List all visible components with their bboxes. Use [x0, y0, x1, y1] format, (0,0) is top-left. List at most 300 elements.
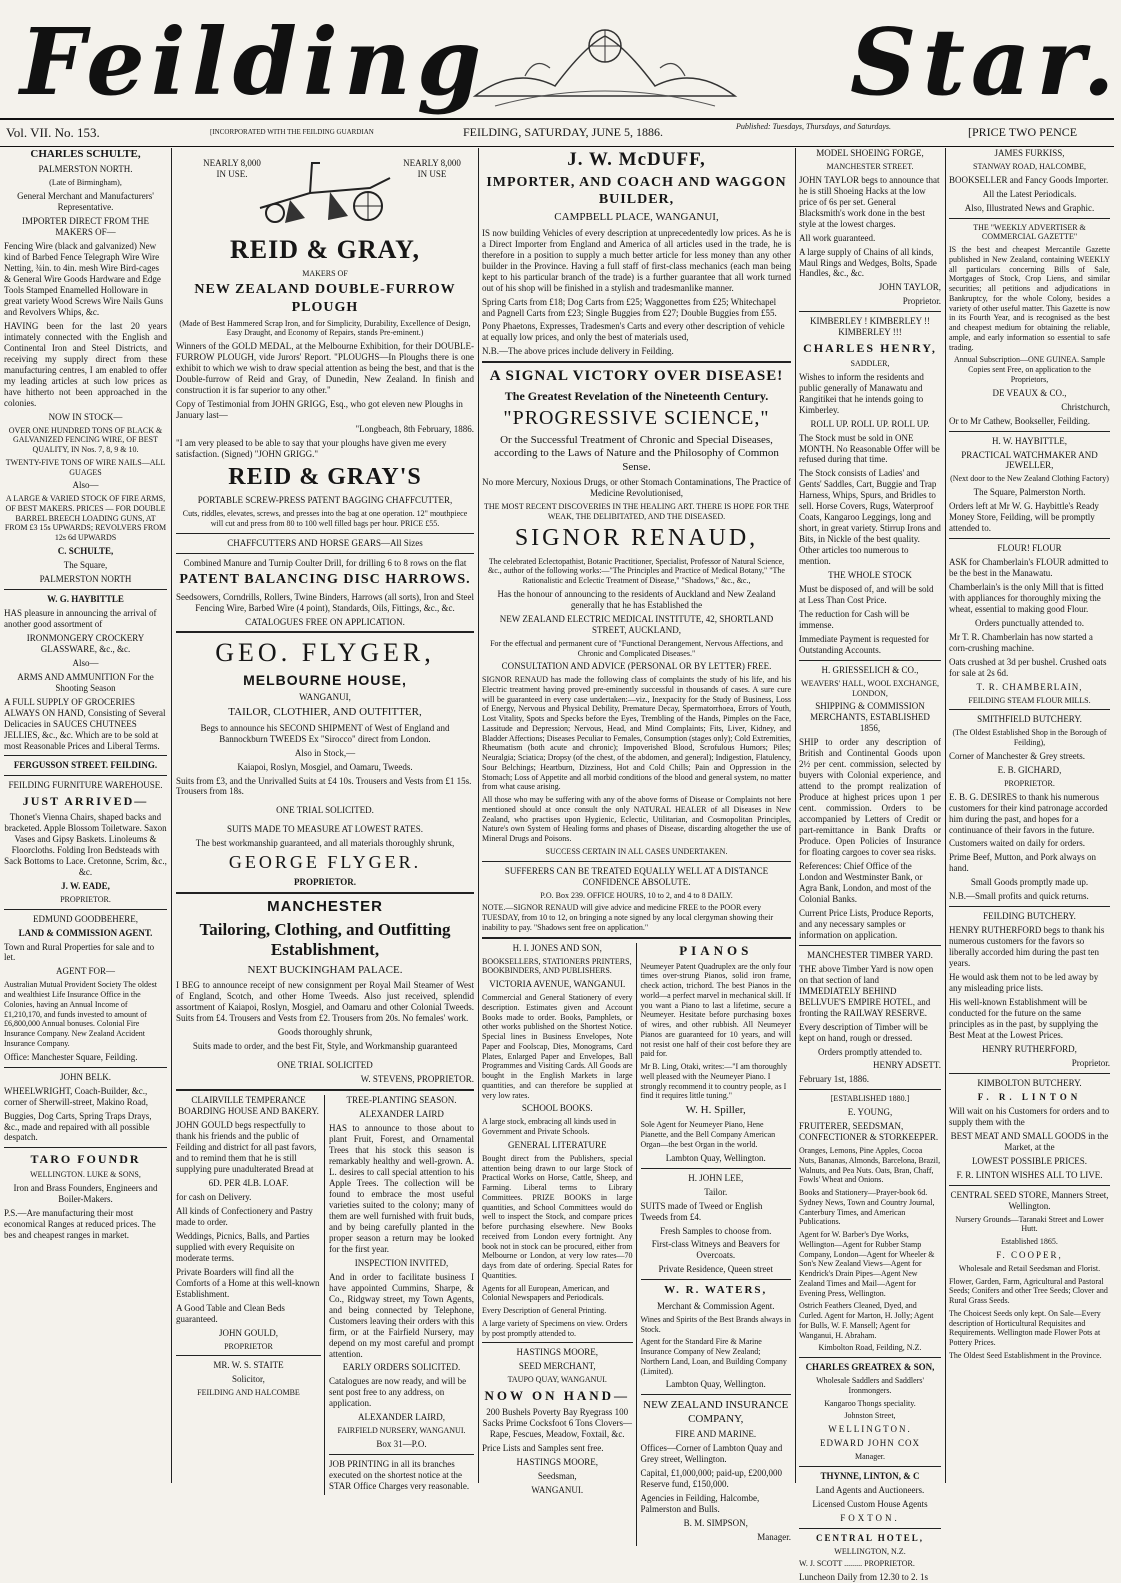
plough-illustration — [250, 148, 400, 234]
advert-text: Iron and Brass Founders, Engineers and Boiler-Makers. — [13, 1182, 158, 1204]
advert-text: Price Lists and Samples sent free. — [482, 1442, 604, 1453]
advert-text: Flower, Garden, Farm, Agricultural and Pastoral Seeds; Conifers and other Tree Seeds; Clover and Rural Grass Seeds. — [949, 1276, 1108, 1306]
advert-text: E. B. G. DESIRES to thank his numerous customers for their kind patronage accorded him during the past, and hopes for a continuance of their favors in the future. — [949, 791, 1108, 835]
advert-text: FEILDING AND HALCOMBE — [197, 1388, 300, 1398]
advert-text: HAS pleasure in announcing the arrival of another good assortment of — [4, 607, 157, 629]
advert-text: All the Latest Periodicals. — [982, 188, 1077, 199]
advert-text: Town and Rural Properties for sale and to let. — [4, 941, 155, 963]
advert-text: FRUITERER, SEEDSMAN, CONFECTIONER & STORKEEPER. — [799, 1121, 939, 1143]
advert-text: Neumeyer Patent Quadruplex are the only four times over-strung Pianos, solid iron frame, check action, trichord. The best Pianos in the world—a perfect marvel in mechanical skill. If you want a Piano to last a lifetime, secure a Neumeyer. Hesitate before purchasing boxes of wires, and other rubbish. All Neumeyer Pianos are guaranteed for 10 years, and will not resist one half of their cost before they are paid for. — [640, 961, 791, 1059]
advert-title: JOHN BELK. — [60, 1071, 111, 1082]
advert-text: All those who may be suffering with any of the above forms of Disease or Complaints not here mentioned should at once consult the only NATURAL HEALER of all Diseases in New Zealand, who practises upon Hygienic, Eclectic, Utilitarian, and Cosmopolitan Principles, Nature's own System of Healing forms and phases of Disease, discarding altogether the use of Mineral Drugs and Poisons. — [482, 795, 791, 844]
advert-title: F. R. LINTON — [977, 1091, 1082, 1102]
advert-text: Has the honour of announcing to the residents of Auckland and New Zealand generally that he has Established the — [497, 588, 776, 610]
advert-text: NEXT BUCKINGHAM PALACE. — [247, 964, 403, 977]
advert-text: Private Boarders will find all the Comforts of a Home at this well-known Establishment. — [176, 1266, 320, 1299]
advert-text: NEARLY 8,000 IN USE — [403, 158, 461, 179]
advert-signature: EDWARD JOHN COX — [820, 1438, 920, 1448]
advert-text: Manager. — [757, 1531, 791, 1542]
advert-signature: W. H. Spiller, — [685, 1104, 746, 1117]
advert-text: BOOKSELLERS, STATIONERS PRINTERS, BOOKBINDERS, AND PUBLISHERS. — [482, 956, 632, 976]
advert-text: Annual Subscription—ONE GUINEA. Sample Copies sent Free, on application to the Proprietors, — [953, 355, 1106, 384]
advert-text: Wines and Spirits of the Best Brands always in Stock. — [640, 1314, 791, 1334]
advert-title: H. I. JONES AND SON, — [512, 942, 602, 953]
advert-text: P.S.—Are manufacturing their most economical Ranges at reduced prices. The bes and cheapest ranges in market. — [4, 1207, 156, 1240]
advert-text: Commercial and General Stationery of every description. Estimates given and Account Books made to order. Books, Pamphlets, or other works published on the Shortest Notice. Special lines in Business Envelopes, Note Paper and Foolscap, Dies, Monograms, Card Plates, Enlarged Paper and Envelopes, Ball Programmes and Visiting Cards. All Goods are bought in the English Markets in large quantities, and can therefore be supplied at very low rates. — [482, 993, 633, 1100]
advert-text: [ESTABLISHED 1880.] — [830, 1094, 910, 1104]
advert-text: Christchurch, — [1061, 401, 1110, 412]
advert-signature: JOHN GOULD, — [219, 1327, 278, 1338]
advert-text: N.B.—The above prices include delivery in Feilding. — [482, 346, 674, 357]
advert-text: Sole Agent for Neumeyer Piano, Hene Pianette, and the Bell Company American Organ—the best Organ in the world. — [640, 1120, 776, 1149]
advert-text: Australian Mutual Provident Society The oldest and wealthiest Life Insurance Office in the Colonies, having an Annual Income of £1,210,170, and funds invested to amount of £6,800,000 Annual bonuses. Colonial Fire Insurance Company. New Zealand Accident Insurance Company. — [4, 980, 157, 1048]
advert-title: E. YOUNG, — [847, 1107, 893, 1118]
column-1 — [4, 148, 167, 1483]
advert-text: TAUPO QUAY, WANGANUI. — [507, 1375, 607, 1385]
advert-title: TARO FOUNDR — [30, 1152, 141, 1167]
advert-text: Wholesale and Retail Seedsman and Florist. — [958, 1263, 1101, 1273]
advert-text: WANGANUI, — [299, 692, 351, 703]
advert-text: The celebrated Eclectopathist, Botanic Practitioner, Specialist, Professor of Natural Science, &c., author of the following works:—"The Principles and Practice of Medical Botany," "The Rationalistic and Eclectic Treatment of Disease," "Shadows," &c., &c., — [488, 556, 785, 586]
advert-text: BOOKSELLER and Fancy Goods Importer. — [949, 174, 1109, 185]
advert-text: Luncheon Daily from 12.30 to 2. 1s — [799, 1572, 928, 1583]
advert-text: CAMPBELL PLACE, WANGANUI, — [554, 211, 719, 224]
issue-date: FEILDING, SATURDAY, JUNE 5, 1886. — [463, 125, 664, 139]
advert-title: NEW ZEALAND DOUBLE-FURROW PLOUGH — [194, 282, 456, 315]
advert-title: CENTRAL SEED STORE, Manners Street, Wellington. — [950, 1189, 1109, 1211]
column-rule — [171, 148, 172, 1483]
column-rule — [795, 148, 796, 1483]
advert-title: H. JOHN LEE, — [688, 1172, 744, 1183]
advert-text: Manager. — [855, 1451, 885, 1461]
advert-title: PRACTICAL WATCHMAKER AND JEWELLER, — [961, 449, 1098, 471]
advert-text: HENRY RUTHERFORD begs to thank his numerous customers for the favors so liberally accorded him during the past ten years. — [949, 925, 1105, 969]
advert-title: GENERAL LITERATURE — [508, 1139, 607, 1150]
advert-text: I BEG to announce receipt of new consignment per Royal Mail Steamer of West of England, Scotch, and other Home Tweeds. Also just received, splendid assortment of Kaiapoi, Roslyn, Mosgiel, and Oamaru and other Colonial Tweeds. Suits from £4. Trousers and Vests from £2. Trousers from 20s. No females' work. — [176, 980, 474, 1024]
advert-text: Land Agents and Auctioneers. — [815, 1484, 925, 1495]
advert-title: GEO. FLYGER, — [215, 638, 435, 668]
advert-text: IRONMONGERY CROCKERY GLASSWARE, &c., &c. — [26, 632, 145, 654]
advert-text: Small Goods promptly made up. — [970, 877, 1089, 888]
advert-title: MELBOURNE HOUSE, — [243, 672, 407, 689]
advert-text: Nursery Grounds—Taranaki Street and Lower Hutt. — [955, 1214, 1104, 1234]
advert-text: WHEELWRIGHT, Coach-Builder, &c., corner of Sherwill-street, Makino Road, — [4, 1085, 148, 1107]
advert-text: THE above Timber Yard is now open on that section of land IMMEDIATELY BEHIND BELLVUE'S EMPIRE HOTEL, and fronting the RAILWAY RESERVE. — [799, 963, 934, 1018]
advert-title: LAND & COMMISSION AGENT. — [18, 927, 153, 938]
advert-text: FIRE AND MARINE. — [675, 1429, 757, 1440]
advert-text: For the effectual and permanent cure of "Functional Derangement, Nervous Affections, and Chronic and Complicated Diseases." — [490, 638, 783, 658]
advert-text: Seedsman, — [537, 1470, 577, 1481]
advert-title: ALEXANDER LAIRD — [359, 1109, 444, 1120]
column-rule — [478, 148, 479, 1483]
advert-text: References: Chief Office of the London and Westminster Bank, or Agra Bank, London, and most of the Colonial Banks. — [799, 860, 931, 904]
dateline — [0, 118, 1114, 147]
price: [PRICE TWO PENCE — [968, 125, 1078, 139]
advert-text: Suits made to order, and the best Fit, Style, and Workmanship guaranteed — [192, 1041, 458, 1052]
advert-text: Goods thoroughly shrunk, — [277, 1027, 373, 1038]
advert-text: Lambton Quay, Wellington. — [665, 1152, 766, 1163]
advert-text: WANGANUI. — [531, 1484, 584, 1495]
advert-text: (Made of Best Hammered Scrap Iron, and for Simplicity, Durability, Excellence of Design, Easy Draught, and Economy of Repairs, stands Pre-eminent.) — [179, 318, 471, 338]
advert-text: SUITS made of Tweed or English Tweeds from £4. — [640, 1200, 763, 1222]
advert-text: And in order to facilitate business I have appointed Cummins, Sharpe, & Co., Ridgway street, my Town Agents, and being connected by Telephone, Customers leaving their orders with this firm, or at the Fairfield Nursery, may depend on my most careful and prompt attention. — [329, 1271, 474, 1359]
advert-title: PIANOS — [679, 942, 753, 958]
advert-title: PATENT BALANCING DISC HARROWS. — [179, 572, 471, 588]
advert-text: February 1st, 1886. — [799, 1074, 869, 1085]
advert-title: A SIGNAL VICTORY OVER DISEASE! — [489, 368, 784, 385]
advert-text: W. J. SCOTT ......... PROPRIETOR. — [799, 1559, 915, 1569]
advert-text: Catalogues are now ready, and will be sent post free to any address, on application. — [329, 1376, 467, 1409]
advert-text: Must be disposed of, and will be sold at Less Than Cost Price. — [799, 584, 934, 606]
advert-text: SUCCESS CERTAIN IN ALL CASES UNDERTAKEN. — [545, 846, 728, 856]
advert-signature: E. B. GICHARD, — [997, 764, 1062, 775]
advert-text: A large supply of Chains of all kinds, Maul Rings and Wedges, Bolts, Spade Handles, &c., &c. — [799, 246, 937, 279]
advert-text: AGENT FOR— — [55, 966, 116, 977]
advert-text: Capital, £1,000,000; paid-up, £200,000 Reserve fund, £150,000. — [640, 1467, 782, 1489]
clairville-advert — [176, 1095, 325, 1495]
column-5 — [949, 148, 1110, 1483]
advert-text: NOW IN STOCK— — [48, 411, 123, 422]
advert-text: JOHN GOULD begs respectfully to thank his friends and the public of Feilding and district for all past favors, and to remind them that he is still supplying pure unadulterated Bread at — [176, 1120, 317, 1175]
advert-title: CLAIRVILLE TEMPERANCE BOARDING HOUSE AND BAKERY. — [178, 1095, 319, 1117]
advert-text: for cash on Delivery. — [176, 1191, 252, 1202]
advert-text: CATALOGUES FREE ON APPLICATION. — [245, 616, 405, 627]
incorporated-note: [INCORPORATED WITH THE FEILDING GUARDIAN — [210, 128, 374, 136]
advert-signature: T. R. CHAMBERLAIN, — [976, 681, 1083, 692]
column-rule — [945, 148, 946, 1483]
advert-signature: J. W. EADE, — [61, 880, 110, 891]
advert-text: SADDLER, — [850, 358, 890, 368]
advert-text: The Square, — [63, 559, 108, 570]
advert-text: Winners of the GOLD MEDAL, at the Melbourne Exhibition, for their DOUBLE-FURROW PLOUGH, vide Jurors' Report. "PLOUGHS—In Ploughs there is one exhibit to which we wish to draw special attention as being the best, and that is the Double-furrow of Reid and Gray, of Dunedin, New Zealand. In finish and construction it is far superior to any other." — [176, 341, 474, 395]
advert-title: SIGNOR RENAUD, — [514, 525, 759, 552]
advert-title: The Greatest Revelation of the Nineteenth Century. — [504, 388, 769, 403]
advert-text: ARMS AND AMMUNITION For the Shooting Season — [17, 671, 154, 693]
advert-text: Prime Beef, Mutton, and Pork always on hand. — [949, 852, 1096, 874]
advert-text: Fresh Samples to choose from. — [660, 1225, 772, 1236]
advert-title: W. R. WATERS, — [664, 1284, 768, 1297]
advert-text: Seedsowers, Corndrills, Rollers, Twine Binders, Harrows (all sorts), Iron and Steel Fencing Wire, Barbed Wire (4 point), Standards, Oils, Fittings, &c., &c. — [176, 591, 474, 613]
advert-text: The Square, Palmerston North. — [973, 487, 1086, 498]
advert-text: SEED MERCHANT, — [518, 1361, 596, 1372]
advert-text: Johnston Street, — [844, 1411, 896, 1421]
advert-signature: HASTINGS MOORE, — [516, 1456, 598, 1467]
masthead-title-left: Feilding — [20, 8, 488, 116]
advert-text: Thonet's Vienna Chairs, shaped backs and bracketed. Apple Blossom Toiletware. Saxon Vases and Gipsy Baskets. Linoleums & Floorcloths. Folding Iron Bedsteads with Sack Bottoms to Lace. Cretonne, Scrim, &c., &c. — [4, 812, 167, 877]
advert-text: Spring Carts from £18; Dog Carts from £25; Waggonettes from £25; Whitechapel and Pagnell Carts from £23; Single Buggies from £27; Double Buggies from £55. — [482, 296, 777, 318]
advert-text: Orders promptly attended to. — [818, 1046, 922, 1057]
two-column-section — [176, 1095, 474, 1495]
tree-planting-advert — [329, 1095, 474, 1495]
advert-title: JAMES FURKISS, — [994, 148, 1065, 158]
advert-text: Merchant & Commission Agent. — [657, 1300, 775, 1311]
advert-signature: JOHN TAYLOR, — [878, 282, 941, 293]
advert-text: SHIP to order any description of British and Continental Goods upon 2½ per cent. commission, selected by buyers with Colonial experience, and attend to the prompt realization of Produce at highest prices upon 1 per cent. commission. Orders to be accompanied by Letters of Credit or part-remittance in Bank Drafts or Produce. Open Policies of Insurance for floating cargoes to cover sea risks. — [799, 737, 941, 857]
advert-text: No more Mercury, Noxious Drugs, or other Stomach Contaminations, The Practice of Medicine Revolutionised, — [482, 476, 791, 498]
advert-text: PALMERSTON NORTH — [39, 573, 132, 584]
advert-text: Proprietor. — [902, 296, 941, 307]
advert-text: PROPRIETOR. — [60, 894, 111, 904]
advert-text: Agents for all European, American, and Colonial Newspapers and Periodicals. — [482, 1283, 610, 1303]
advert-title: SCHOOL BOOKS. — [521, 1103, 593, 1114]
advert-text: WELLINGTON, N.Z. — [834, 1546, 906, 1556]
advert-title: H. GRIESSELICH & CO., — [821, 664, 919, 675]
advert-title: MANCHESTER TIMBER YARD. — [807, 949, 933, 960]
crest-illustration — [455, 6, 755, 110]
advert-text: Also in Stock,— — [294, 747, 356, 758]
advert-text: The Stock consists of Ladies' and Gents' Saddles, Cart, Buggie and Trap Harness, Whips, Spurs, and Bridles to sell. Horse Covers, Rugs, Waterproof Coats, Kangaroo Leggings, long and short, in great variety. Stirrup Irons and Bits, in Nickle of the best quality. Other articles too numerous to mention. — [799, 468, 941, 567]
advert-text: P.O. Box 239. OFFICE HOURS, 10 to 2, and 4 to 8 DAILY. — [540, 890, 733, 900]
advert-text: The Choicest Seeds only kept. On Sale—Every description of Horticultural Requisites and Requirements. Wellington made Flower Pots at Pottery Prices. — [949, 1308, 1101, 1348]
advert-text: Also, Illustrated News and Graphic. — [964, 202, 1095, 213]
advert-text: Or the Successful Treatment of Chronic and Special Diseases, according to the Laws of Nature and the Philosophy of Common Sense. — [494, 433, 779, 473]
advert-text: Customers waited on daily for orders. — [949, 838, 1085, 849]
publication-days: Published: Tuesdays, Thursdays, and Saturdays. — [736, 122, 892, 131]
advert-text: Copy of Testimonial from JOHN GRIGG, Esq., who got eleven new Ploughs in January last— — [176, 398, 463, 420]
advert-signature: B. M. SIMPSON, — [683, 1517, 748, 1528]
advert-text: Will wait on his Customers for orders and to supply them with the — [949, 1105, 1110, 1127]
advert-text: "Longbeach, 8th February, 1886. — [355, 423, 474, 434]
advert-text: ASK for Chamberlain's FLOUR admitted to be the best in the Manawatu. — [949, 557, 1109, 578]
advert-text: Suits from £3, and the Unrivalled Suits at £4 10s. Trousers and Vests from £1 15s. Trousers from 18s. — [176, 775, 472, 797]
advert-title: NEW ZEALAND INSURANCE COMPANY, — [643, 1399, 789, 1425]
advert-text: SUFFERERS CAN BE TREATED EQUALLY WELL AT A DISTANCE CONFIDENCE ABSOLUTE. — [504, 865, 769, 887]
advert-title: REID & GRAY, — [230, 235, 420, 264]
advert-text: Weddings, Picnics, Balls, and Parties supplied with every Requisite on moderate terms. — [176, 1230, 310, 1263]
advert-title: W. G. HAYBITTLE — [47, 593, 124, 604]
advert-text: All kinds of Confectionery and Pastry made to order. — [176, 1205, 313, 1227]
advert-text: Tailor. — [704, 1186, 728, 1197]
advert-signature: GEORGE FLYGER. — [228, 852, 422, 873]
advert-text: 200 Bushels Poverty Bay Ryegrass 100 Sacks Prime Cocksfoot 6 Tons Clovers—Rape, Fescues, Meadow, Foxtail, &c. — [482, 1406, 632, 1439]
advert-text: (The Oldest Established Shop in the Borough of Feilding), — [952, 728, 1107, 748]
advert-text: A Good Table and Clean Beds guaranteed. — [176, 1302, 285, 1324]
advert-title: H. W. HAYBITTLE, — [992, 435, 1067, 446]
advert-text: Every Description of General Printing. — [482, 1306, 607, 1316]
advert-text: The best workmanship guaranteed, and all materials thoroughly shrunk, — [195, 838, 455, 849]
advert-text: WELLINGTON. LUKE & SONS, — [30, 1170, 141, 1180]
advert-text: (Late of Birmingham), — [49, 178, 122, 188]
advert-text: Mr B. Ling, Otaki, writes:—"I am thoroughly well pleased with the Neumeyer Piano. I strongly recommend it to country people, as I find it requires little tuning." — [640, 1062, 788, 1101]
advert-title: EDMUND GOODBEHERE, — [33, 913, 138, 924]
advert-text: THE MOST RECENT DISCOVERIES IN THE HEALING ART. THERE IS HOPE FOR THE WEAK, THE DELIBITATED, AND THE DISEASED. — [483, 501, 790, 521]
advert-text: Mr T. R. Chamberlain has now started a corn-crushing machine. — [949, 631, 1093, 653]
advert-text: ONE TRIAL SOLICITED — [277, 1060, 373, 1071]
advert-text: A large stock, embracing all kinds used in Government and Private Schools. — [482, 1117, 617, 1137]
advert-signature: HENRY ADSETT. — [872, 1060, 941, 1071]
advert-text: The Oldest Seed Establishment in the Province. — [949, 1350, 1102, 1360]
advert-text: General Merchant and Manufacturers' Representative. — [17, 191, 154, 213]
advert-text: Combined Manure and Turnip Coulter Drill, for drilling 6 to 8 rows on the flat — [183, 557, 467, 568]
advert-title: MR. W. S. STAITE — [213, 1360, 284, 1371]
advert-text: Bought direct from the Publishers, special attention being drawn to our large Stock of Practical Works on Horse, Cattle, Sheep, and Farming. Liberal terms to Library Committees. PRIZE BOOKS in large quantities, and School Committees would do well to inspect the Stock, and compare prices before purchasing elsewhere. New Books received from London every fortnight. Any book not in stock can be procured, either from Melbourne or London, at very low rates—70 days from date of ordering. Special Rates for Quantities. — [482, 1153, 633, 1280]
advert-text: PROPRIETOR. — [1004, 778, 1055, 788]
advert-text: First-class Witneys and Beavers for Overcoats. — [651, 1239, 780, 1261]
advert-text: Pony Phaetons, Expresses, Tradesmen's Carts and every other description of vehicle at equally low prices, and only the best of materials used, — [482, 321, 785, 343]
advert-text: WEAVERS' HALL, WOOL EXCHANGE, LONDON, — [801, 678, 939, 698]
advert-text: OVER ONE HUNDRED TONS OF BLACK & GALVANIZED FENCING WIRE, OF BEST QUALITY, IN Nos. 7, 8, 9 & 10. — [8, 425, 163, 454]
advert-text: ONE TRIAL SOLICITED. — [276, 805, 374, 816]
advert-text: Lambton Quay, Wellington. — [665, 1379, 766, 1390]
plough-header — [176, 148, 474, 234]
advert-signature: W. STEVENS, PROPRIETOR. — [360, 1074, 474, 1085]
advert-text: Or to Mr Cathew, Bookseller, Feilding. — [949, 415, 1091, 426]
advert-title: REID & GRAY'S — [228, 463, 422, 490]
advert-text: A large variety of Specimens on view. Orders by post promptly attended to. — [482, 1318, 628, 1338]
advert-text: Fencing Wire (black and galvanized) New kind of Barbed Fence Telegraph Wire Wire Netting, ¾in. to 4in. mesh Wire Bird-cages & General Wire Goods Hardware and Edge Tools Stamped Enamelled Holloware in great variety Wood Screws Wire Nails Guns and Revolvers Whips, &c. — [4, 241, 164, 317]
advert-text: SHIPPING & COMMISSION MERCHANTS, ESTABLISHED 1856, — [810, 701, 930, 734]
advert-text: Oranges, Lemons, Pine Apples, Cocoa Nuts, Bananas, Almonds, Barcelona, Brazil, Walnuts, and Pea Nuts. Oats, Bran, Chaff, Fowls' Wheat and Onions. — [799, 1146, 941, 1185]
advert-text: EARLY ORDERS SOLICITED. — [342, 1362, 461, 1373]
advert-text: "I am very pleased to be able to say that your ploughs have given me every satisfaction. (Signed) "JOHN GRIGG." — [176, 437, 447, 459]
advert-text: Wholesale Saddlers and Saddlers' Ironmongers. — [816, 1376, 924, 1395]
advert-text: HAVING been for the last 20 years intimately connected with the English and Continental Iron and Steel Districts, and receiving my supply direct from these manufacturing centres, I am enabled to offer my leading articles at such low prices as have hitherto not been approached in the colonies. — [4, 320, 167, 408]
jones-advert — [482, 943, 637, 1546]
advert-text: Current Price Lists, Produce Reports, and any necessary samples or information on application. — [799, 907, 934, 940]
advert-text: TWENTY-FIVE TONS OF WIRE NAILS—ALL GUAGES — [5, 457, 166, 477]
advert-text: Wishes to inform the residents and public generally of Manawatu and Rangitikei that he intends going to Kimberley. — [799, 371, 924, 415]
advert-text: Agent for W. Barber's Dye Works, Wellington—Agent for Rubber Stamp Company, London—Agent for Wheeler & Son's New Zealand Views—Agent for Kendrick's Drain Pipes—Agent New Zealand Times and Mail—Agent for Evening Press, Wellington. — [799, 1230, 935, 1298]
advert-text: Agencies in Feilding, Halcombe, Palmerston and Bulls. — [640, 1492, 760, 1514]
advert-text: NEW ZEALAND ELECTRIC MEDICAL INSTITUTE, 42, SHORTLAND STREET, AUCKLAND, — [499, 613, 774, 635]
advert-text: A FULL SUPPLY OF GROCERIES ALWAYS ON HAND, Consisting of Several Delicacies in SAUCES CHUTNEES JELLIES, &c., &c. Which are to be sold at most Reasonable Prices and Liberal Terms. — [4, 696, 166, 751]
advert-text: FOXTON. — [840, 1512, 900, 1523]
advert-text: Office: Manchester Square, Feilding. — [4, 1051, 138, 1062]
advert-text: NEARLY 8,000 IN USE. — [203, 158, 261, 179]
advert-text: STANWAY ROAD, HALCOMBE, — [973, 161, 1086, 171]
volume-number: Vol. VII. No. 153. — [6, 125, 100, 140]
advert-text: Books and Stationery—Prayer-book 6d. Sydney News, Town and Country Journal, Canterbury Times, and American Publications. — [799, 1188, 935, 1227]
advert-text: CHAFFCUTTERS AND HORSE GEARS—All Sizes — [227, 537, 423, 548]
advert-title: IMPORTER, AND COACH AND WAGGON BUILDER, — [486, 175, 787, 208]
masthead — [0, 0, 1121, 118]
advert-text: The reduction for Cash will be immense. — [799, 609, 910, 631]
advert-text: SIGNOR RENAUD has made the following class of complaints the study of his life, and his Electric treatment having proved pre-eminently successful in thousands of cases. A sure cure will be guaranteed in every case undertaken:—viz., Inexpacity for the Study of Business, Loss of Energy, Nervous and Physical Debility, Premature Decay, Spermatorrhoea, Errors of Youth, Lost Vitality, Spots and Specks before the Eyes, Trembling of the Hands, Pimples on the Face, Lassitude and Depression; Nervous, Head, and Mind Complaints; Fits, Liver, Kidney, and Bladder Affections; Diseases Peculiar to Females, Consumption (stages only); Cold Extremities, Rheumatism (both acute and chronic); Impoverished Blood, Scrofulous Humors; Piles; Neuralgia; Sciatica; Dropsy (of the chest, of the abdomen, and general); Indigestion, Flatulency, Sour Belchings; Heartburn, Dizziness, Hot and Cold Chills; Pain and Oppression in the Stomach; Loss of Appetite and all morbid conditions of the blood and general system, no matter from what cause arising. — [482, 675, 791, 792]
column-2 — [176, 148, 474, 1491]
advert-text: MAKERS OF — [302, 268, 348, 278]
advert-text: HAS to announce to those about to plant Fruit, Forest, and Ornamental Trees that his stock this season is remarkably healthy and well-grown. A. L. desires to call special attention to his Apple Trees. The collection will be found to embrace the most useful varieties suited to the colony; many of them are well furnished with fruit buds, and by being carefully planted in the proper season a return may be looked for the first year. — [329, 1123, 474, 1254]
advert-text: Agent for the Standard Fire & Marine Insurance Company of New Zealand; Northern Land, Loan, and Building Company (Limited). — [640, 1337, 787, 1376]
advert-text: LOWEST POSSIBLE PRICES. — [971, 1155, 1088, 1166]
advert-text: MANCHESTER STREET. — [826, 161, 914, 171]
advert-title: JUST ARRIVED— — [22, 794, 149, 809]
advert-text: TAILOR, CLOTHIER, AND OUTFITTER, — [228, 706, 422, 719]
advert-title: CHARLES HENRY, — [803, 341, 937, 356]
advert-title: HASTINGS MOORE, — [516, 1347, 598, 1358]
masthead-title-right: Star. — [850, 8, 1121, 116]
advert-text: Solicitor, — [232, 1374, 265, 1385]
advert-title: SMITHFIELD BUTCHERY. — [977, 714, 1082, 725]
advert-title: THE "WEEKLY ADVERTISER & COMMERCIAL GAZETTE" — [973, 222, 1086, 242]
advert-text: PALMERSTON NORTH. — [38, 164, 133, 175]
advert-text: Offices—Corner of Lambton Quay and Grey street, Wellington. — [640, 1443, 783, 1464]
advert-text: He would ask them not to be led away by any misleading price lists. — [949, 972, 1099, 994]
advert-title: MANCHESTER — [267, 898, 383, 916]
advert-title: "PROGRESSIVE SCIENCE," — [503, 407, 770, 430]
advert-text: Ostrich Feathers Cleaned, Dyed, and Curled. Agent for Marton, H. Jolly; Agent for Bulls, W. F. Mansell; Agent for Wanganui, H. Abraham. — [799, 1301, 934, 1340]
pianos-advert — [641, 943, 792, 1546]
advert-title: FLOUR! FLOUR — [997, 543, 1062, 554]
advert-text: JOHN TAYLOR begs to announce that he is still Shoeing Hacks at the low price of 6s per set. General Blacksmith's work done in the best style at the lowest charges. — [799, 174, 940, 229]
advert-text: Kangaroo Thongs speciality. — [824, 1398, 916, 1408]
advert-signature: C. SCHULTE, — [57, 545, 114, 556]
advert-text: Private Residence, Queen street — [658, 1264, 773, 1275]
advert-text: NOTE.—SIGNOR RENAUD will give advice and medicine FREE to the POOR every TUESDAY, from 10 to 12, on bringing a note signed by any local clergyman showing their inability to pay. "Shadows sent free on application." — [482, 903, 774, 932]
advert-text: JOB PRINTING in all its branches executed on the shortest notice at the STAR Office Charges very reasonable. — [329, 1459, 470, 1491]
two-column-section — [482, 943, 791, 1546]
advert-text: A LARGE & VARIED STOCK OF FIRE ARMS, OF BEST MAKERS. PRICES — FOR DOUBLE BARREL BREECH LOADING GUNS, AT FROM £3 15s UPWARDS; REVOLVERS FROM 12s 6d UPWARDS — [4, 494, 167, 543]
advert-title: CHARLES GREATREX & SON, — [805, 1362, 935, 1373]
advert-text: CONSULTATION AND ADVICE (PERSONAL OR BY LETTER) FREE. — [501, 661, 772, 672]
advert-text: Orders left at Mr W. G. Haybittle's Ready Money Store, Feilding, will be promptly attended to. — [949, 501, 1099, 534]
advert-text: Cuts, riddles, elevates, screws, and presses into the bag at one operation. 12" mouthpiece will cut and press from 80 to 100 well filled bags per hour. PRICE £55. — [182, 509, 468, 528]
advert-text: VICTORIA AVENUE, WANGANUI. — [489, 979, 626, 990]
advert-signature: F. COOPER, — [996, 1249, 1063, 1260]
advert-text: FEILDING STEAM FLOUR MILLS. — [968, 695, 1091, 705]
advert-text: The Stock must be sold in ONE MONTH. No Reasonable Offer will be refused during that time. — [799, 432, 940, 465]
advert-title: Tailoring, Clothing, and Outfitting Establishment, — [199, 919, 451, 960]
advert-text: WELLINGTON. — [828, 1424, 912, 1435]
advert-title: THYNNE, LINTON, & C — [820, 1470, 920, 1481]
advert-text: N.B.—Small profits and quick returns. — [949, 891, 1089, 902]
advert-text: SUITS MADE TO MEASURE AT LOWEST RATES. — [226, 824, 424, 835]
advert-text: INSPECTION INVITED, — [354, 1257, 449, 1268]
advert-text: Box 31—P.O. — [376, 1439, 427, 1450]
advert-title: FEILDING FURNITURE WAREHOUSE. — [8, 780, 163, 791]
advert-title: FERGUSSON STREET. FEILDING. — [13, 760, 158, 771]
column-4 — [799, 148, 941, 1583]
advert-text: Kimbolton Road, Feilding, N.Z. — [818, 1343, 922, 1353]
advert-text: Proprietor. — [1071, 1057, 1110, 1068]
advert-title: KIMBOLTON BUTCHERY. — [977, 1077, 1082, 1088]
advert-signature: HENRY RUTHERFORD, — [982, 1043, 1077, 1054]
advert-text: IS the best and cheapest Mercantile Gazette published in New Zealand, containing WEEKLY all particulars concerning Bills of Sale, Mortgages of Stock, Crop Liens, and similar securities; all petitions and adjudications in Bankruptcy, for the whole Colony, besides a variety of other useful matter. This Gazette is now in its Fourth Year, and is recognised as the best and cheapest medium for obtaining the reliable, ample, and early information so essential to safe trading. — [949, 245, 1110, 352]
advert-text: Every description of Timber will be kept on hand, rough or dressed. — [799, 1021, 928, 1043]
advert-title: MODEL SHOEING FORGE, — [816, 148, 924, 158]
advert-text: Buggies, Dog Carts, Spring Traps Drays, &c., made and repaired with all possible despatch. — [4, 1110, 152, 1143]
advert-text: Also— — [72, 657, 99, 668]
advert-text: PROPRIETOR — [224, 1341, 273, 1351]
advert-text: Corner of Manchester & Grey streets. — [949, 750, 1085, 761]
advert-text: Immediate Payment is requested for Outstanding Accounts. — [799, 634, 929, 655]
advert-text: ROLL UP. ROLL UP. ROLL UP. — [810, 418, 930, 429]
advert-text: Orders punctually attended to. — [975, 617, 1084, 628]
advert-text: THE WHOLE STOCK — [828, 570, 912, 581]
advert-text: Licensed Custom House Agents — [812, 1498, 928, 1509]
advert-text: Chamberlain's is the only Mill that is fitted with appliances for thoroughly mixing the wheat, essential to making good Flour. — [949, 581, 1104, 614]
advert-title: FEILDING BUTCHERY. — [983, 911, 1076, 922]
advert-text: FAIRFIELD NURSERY, WANGANUI. — [337, 1426, 466, 1436]
advert-text: IMPORTER DIRECT FROM THE MAKERS OF— — [22, 216, 149, 238]
advert-text: PORTABLE SCREW-PRESS PATENT BAGGING CHAFFCUTTER, — [197, 495, 453, 506]
advert-title: NOW ON HAND— — [484, 1387, 631, 1403]
advert-text: F. R. LINTON WISHES ALL TO LIVE. — [956, 1169, 1103, 1180]
advert-text: Begs to announce his SECOND SHIPMENT of West of England and Bannockburn TWEEDS Ex "Sirocco" direct from London. — [200, 722, 450, 744]
advert-text: (Next door to the New Zealand Clothing Factory) — [950, 474, 1109, 484]
advert-text: PROPRIETOR. — [293, 877, 357, 888]
advert-signature: DE VEAUX & CO., — [992, 387, 1067, 398]
advert-text: IS now building Vehicles of every description at unprecedentedly low prices. As he is a Direct Importer from England and America of all articles used in the trade, he is therefore in a position to supply a much better article for less money than any other builder in the Province. Having a full staff of first-class mechanics (each man being kept to his particular branch of the trade) is a further guarantee that all work turned out of his shop will be finished in a stylish and tradesmanlike manner. — [482, 227, 791, 293]
advert-text: Oats crushed at 3d per bushel. Crushed oats for sale at 2s 6d. — [949, 656, 1107, 678]
advert-title: CHARLES SCHULTE, — [30, 148, 141, 160]
advert-text: 6D. PER 4LB. LOAF. — [208, 1177, 289, 1188]
column-3 — [482, 148, 791, 1542]
advert-title: CENTRAL HOTEL, — [815, 1532, 925, 1543]
advert-text: Also— — [72, 480, 99, 491]
advert-text: All work guaranteed. — [799, 232, 876, 243]
advert-text: Established 1865. — [1001, 1237, 1058, 1247]
advert-text: His well-known Establishment will be conducted for the future on the same principles as in the past, by supplying the Best Meat at the Lowest Prices. — [949, 997, 1098, 1040]
